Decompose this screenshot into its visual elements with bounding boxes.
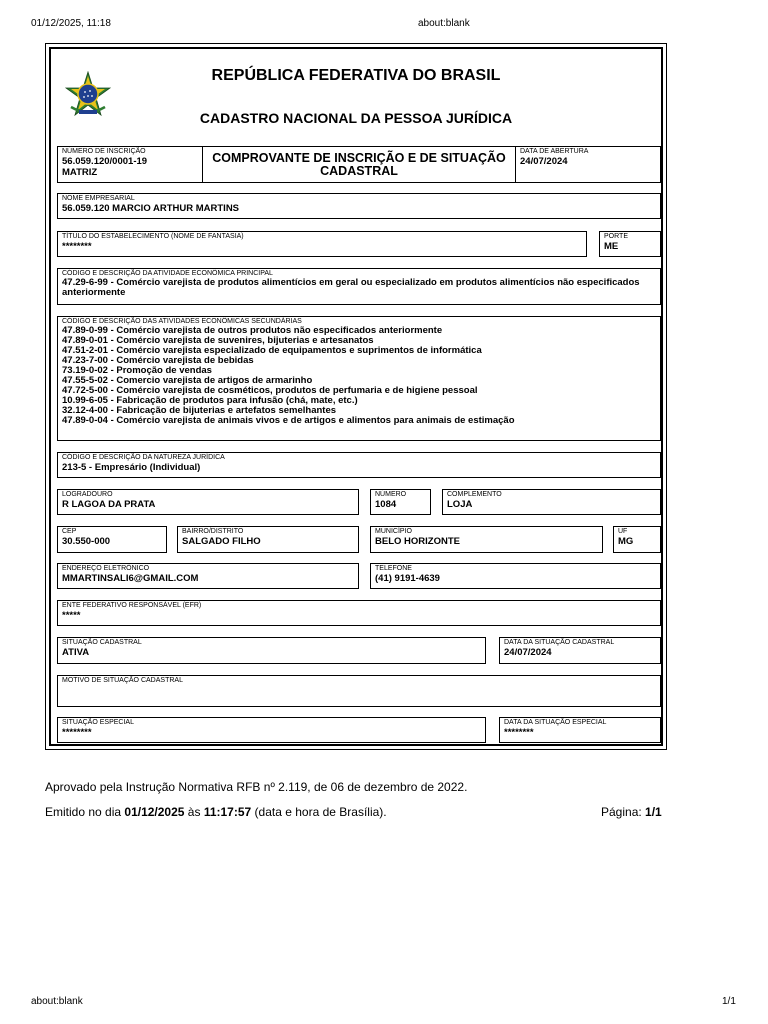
data-situacao-label: DATA DA SITUAÇÃO CADASTRAL — [504, 639, 615, 646]
atividade-secundaria-item: 47.89-0-04 - Comércio varejista de animais vivos e de artigos e alimentos para animais de estimação — [62, 415, 515, 426]
bairro-label: BAIRRO/DISTRITO — [182, 528, 244, 535]
municipio-value: BELO HORIZONTE — [375, 536, 460, 547]
atividade-secundaria-item: 10.99-6-05 - Fabricação de produtos para infusão (chá, mate, etc.) — [62, 395, 358, 406]
uf-label: UF — [618, 528, 628, 535]
complemento-field — [442, 489, 661, 515]
print-title: about:blank — [418, 18, 470, 29]
telefone-field — [370, 563, 661, 589]
inscricao-label: NÚMERO DE INSCRIÇÃO — [62, 148, 146, 155]
print-footer-url: about:blank — [31, 996, 83, 1007]
natureza-juridica-field — [57, 452, 661, 478]
logradouro-label: LOGRADOURO — [62, 491, 113, 498]
email-value: MMARTINSALI6@GMAIL.COM — [62, 573, 199, 584]
fantasia-label: TÍTULO DO ESTABELECIMENTO (NOME DE FANTASIA) — [62, 233, 244, 240]
numero-value: 1084 — [375, 499, 397, 510]
atividade-principal-field — [57, 268, 661, 305]
logradouro-value: R LAGOA DA PRATA — [62, 499, 156, 510]
data-situacao-field — [499, 637, 661, 664]
print-datetime: 01/12/2025, 11:18 — [31, 18, 111, 29]
situacao-especial-label: SITUAÇÃO ESPECIAL — [62, 719, 134, 726]
atividade-secundaria-item: 47.89-0-99 - Comércio varejista de outros produtos não especificados anteriormente — [62, 325, 443, 336]
emission-mid: às — [187, 805, 201, 819]
atividades-secundarias-field — [57, 316, 661, 441]
complemento-value: LOJA — [447, 499, 473, 510]
atividade-principal-value: 47.29-6-99 - Comércio varejista de produtos alimentícios em geral ou especializado em produtos alimentícios não especificados anteriormente — [62, 277, 640, 298]
emission-date: 01/12/2025 — [124, 805, 185, 819]
cep-label: CEP — [62, 528, 77, 535]
inscricao-field — [57, 146, 203, 183]
logradouro-field — [57, 489, 359, 515]
telefone-label: TELEFONE — [375, 565, 412, 572]
situacao-especial-field — [57, 717, 486, 743]
bairro-value: SALGADO FILHO — [182, 536, 261, 547]
natureza-label: CÓDIGO E DESCRIÇÃO DA NATUREZA JURÍDICA — [62, 454, 225, 461]
page-indicator — [601, 805, 662, 819]
emission-suffix: (data e hora de Brasília). — [254, 805, 387, 819]
atividade-secundaria-item: 73.19-0-02 - Promoção de vendas — [62, 365, 212, 376]
municipio-field — [370, 526, 603, 553]
inscricao-type: MATRIZ — [62, 167, 98, 178]
motivo-situacao-field — [57, 675, 661, 707]
nome-empresarial-field — [57, 193, 661, 219]
fantasia-field — [57, 231, 587, 257]
cnpj-document — [45, 43, 667, 750]
abertura-value: 24/07/2024 — [520, 156, 568, 167]
complemento-label: COMPLEMENTO — [447, 491, 502, 498]
atividades-secundarias-label: CÓDIGO E DESCRIÇÃO DAS ATIVIDADES ECONÔMICAS SECUNDÁRIAS — [62, 318, 302, 325]
situacao-value: ATIVA — [62, 647, 90, 658]
porte-label: PORTE — [604, 233, 628, 240]
email-label: ENDEREÇO ELETRÔNICO — [62, 565, 150, 572]
inscricao-value: 56.059.120/0001-19 — [62, 156, 148, 167]
data-situacao-especial-value: ******** — [504, 727, 534, 738]
uf-value: MG — [618, 536, 634, 547]
motivo-label: MOTIVO DE SITUAÇÃO CADASTRAL — [62, 677, 183, 684]
page-value: 1/1 — [645, 805, 662, 819]
abertura-label: DATA DE ABERTURA — [520, 148, 589, 155]
cep-value: 30.550-000 — [62, 536, 111, 547]
print-page-count: 1/1 — [722, 996, 736, 1007]
approval-note: Aprovado pela Instrução Normativa RFB nº 2.119, de 06 de dezembro de 2022. — [45, 780, 468, 794]
atividade-secundaria-item: 47.72-5-00 - Comércio varejista de cosméticos, produtos de perfumaria e de higiene pessoal — [62, 385, 478, 396]
atividade-secundaria-item: 32.12-4-00 - Fabricação de bijuterias e artefatos semelhantes — [62, 405, 337, 416]
efr-label: ENTE FEDERATIVO RESPONSÁVEL (EFR) — [62, 602, 202, 609]
nome-label: NOME EMPRESARIAL — [62, 195, 135, 202]
atividade-secundaria-item: 47.89-0-01 - Comércio varejista de suvenires, bijuterias e artesanatos — [62, 335, 374, 346]
efr-value: ***** — [62, 610, 81, 621]
emission-prefix: Emitido no dia — [45, 805, 122, 819]
atividade-principal-label: CÓDIGO E DESCRIÇÃO DA ATIVIDADE ECONÔMICA PRINCIPAL — [62, 270, 273, 277]
numero-field — [370, 489, 431, 515]
situacao-label: SITUAÇÃO CADASTRAL — [62, 639, 142, 646]
municipio-label: MUNICÍPIO — [375, 528, 412, 535]
efr-field — [57, 600, 661, 626]
porte-value: ME — [604, 241, 619, 252]
document-inner-frame — [49, 47, 663, 746]
natureza-value: 213-5 - Empresário (Individual) — [62, 462, 201, 473]
telefone-value: (41) 9191-4639 — [375, 573, 440, 584]
uf-field — [613, 526, 661, 553]
data-situacao-especial-label: DATA DA SITUAÇÃO ESPECIAL — [504, 719, 607, 726]
page-label: Página: — [601, 805, 642, 819]
porte-field — [599, 231, 661, 257]
emission-time: 11:17:57 — [203, 805, 252, 819]
atividade-secundaria-item: 47.51-2-01 - Comércio varejista especializado de equipamentos e suprimentos de informática — [62, 345, 482, 356]
situacao-especial-value: ******** — [62, 727, 92, 738]
data-situacao-value: 24/07/2024 — [504, 647, 552, 658]
registry-title: CADASTRO NACIONAL DA PESSOA JURÍDICA — [199, 110, 513, 126]
atividade-secundaria-item: 47.55-5-02 - Comercio varejista de artigos de armarinho — [62, 375, 313, 386]
bairro-field — [177, 526, 359, 553]
atividade-secundaria-item: 47.23-7-00 - Comércio varejista de bebidas — [62, 355, 254, 366]
email-field — [57, 563, 359, 589]
numero-label: NÚMERO — [375, 491, 407, 498]
nome-value: 56.059.120 MARCIO ARTHUR MARTINS — [62, 203, 240, 214]
country-title: REPÚBLICA FEDERATIVA DO BRASIL — [211, 67, 501, 84]
fantasia-value: ******** — [62, 241, 92, 252]
cep-field — [57, 526, 167, 553]
document-title: COMPROVANTE DE INSCRIÇÃO E DE SITUAÇÃO CADASTRAL — [202, 146, 516, 183]
emission-note — [45, 805, 387, 819]
abertura-field — [515, 146, 661, 183]
data-situacao-especial-field — [499, 717, 661, 743]
situacao-cadastral-field — [57, 637, 486, 664]
